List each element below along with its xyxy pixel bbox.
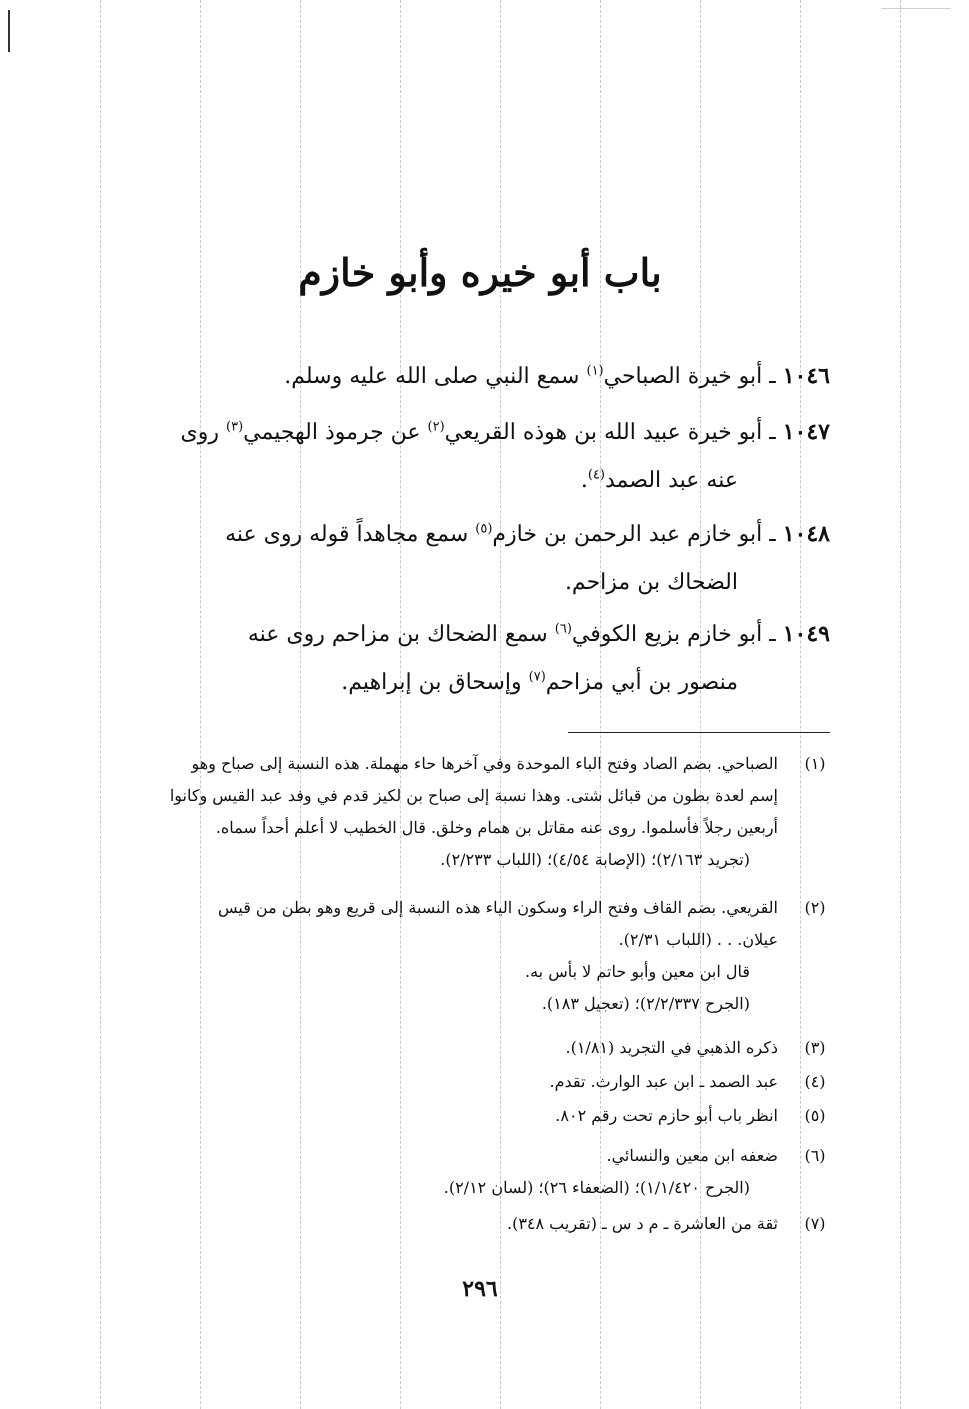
entry-text: . xyxy=(580,468,588,493)
footnote-line: عيلان. . . (اللباب ٢/٣١). xyxy=(618,930,778,949)
entry-line xyxy=(130,457,830,505)
footnote-line: (الجرح ١/١/٤٢٠)؛ (الضعفاء ٢٦)؛ (لسان ٢/١٢). xyxy=(443,1178,750,1197)
entry-text: أبو خيرة عبيد الله بن هوذه القريعي xyxy=(444,420,763,445)
footnote-line: قال ابن معين وأبو حاتم لا بأس به. xyxy=(525,962,750,981)
footnote-marker: (٦) xyxy=(804,1146,826,1165)
footnote-line: إسم لعدة بطون من قبائل شتى. وهذا نسبة إلى صباح بن لكيز قدم في وفد عبد القيس وكانوا xyxy=(169,786,778,805)
entry-text: سمع الضحاك بن مزاحم روى عنه xyxy=(247,622,555,647)
footnote-marker: (٢) xyxy=(804,898,826,917)
footnote-3 xyxy=(130,1032,830,1064)
entry-1046 xyxy=(130,352,830,401)
entry-text: عن جرموذ الهجيمي xyxy=(243,420,428,445)
footnote-reference: (٣) xyxy=(226,419,244,435)
entry-number: ١٠٤٧ xyxy=(782,419,830,445)
entry-1047 xyxy=(130,408,830,505)
entry-line: ١٠٤٧ ـ أبو خيرة عبيد الله بن هوذه القريعي$^{(٢)}$ عن جرموذ الهجيمي$^{(٣)}$ روى xyxy=(180,419,830,445)
entry-number: ١٠٤٨ xyxy=(782,521,830,547)
footnote-line: ثقة من العاشرة ـ م د س ـ (تقريب ٣٤٨). xyxy=(506,1214,778,1233)
entry-line xyxy=(130,559,830,607)
entry-text: روى xyxy=(180,420,226,445)
footnote-marker: (٥) xyxy=(804,1106,826,1125)
footnote-line: ضعفه ابن معين والنسائي. xyxy=(606,1146,778,1165)
footnote-line: انظر باب أبو حازم تحت رقم ٨٠٢. xyxy=(555,1106,778,1125)
footnote-body xyxy=(130,748,778,876)
footnote-2 xyxy=(130,892,830,1020)
footnote-separator xyxy=(568,732,830,733)
footnote-line: أربعين رجلاً فأسلموا. روى عنه مقاتل بن همام وخلق. قال الخطيب لا أعلم أحداً سماه. xyxy=(215,818,778,837)
footnote-reference: (٤) xyxy=(587,467,605,483)
footnote-4 xyxy=(130,1066,830,1098)
scan-edge-mark xyxy=(8,10,10,52)
page-number: ٢٩٦ xyxy=(462,1276,498,1302)
footnote-7 xyxy=(130,1208,830,1240)
entry-text: منصور بن أبي مزاحم xyxy=(545,670,738,695)
footnote-marker: (٧) xyxy=(804,1214,826,1233)
footnote-body xyxy=(130,1140,778,1204)
entry-text: سمع مجاهداً قوله روى عنه xyxy=(225,522,476,547)
footnote-reference: (١) xyxy=(586,363,604,379)
entry-text: الضحاك بن مزاحم. xyxy=(564,570,738,595)
entry-number: ١٠٤٩ xyxy=(782,621,830,647)
entry-number: ١٠٤٦ xyxy=(782,363,830,389)
footnote-body xyxy=(130,1066,778,1098)
entry-text: أبو خازم عبد الرحمن بن خازم xyxy=(492,522,763,547)
footnote-marker: (٣) xyxy=(804,1038,826,1057)
entry-line: ١٠٤٦ ـ أبو خيرة الصباحي$^{(١)}$ سمع النبي صلى الله عليه وسلم. xyxy=(284,363,830,389)
entry-1049 xyxy=(130,610,830,707)
entry-line: ١٠٤٨ ـ أبو خازم عبد الرحمن بن خازم$^{(٥)}$ سمع مجاهداً قوله روى عنه xyxy=(225,521,830,547)
footnote-6 xyxy=(130,1140,830,1204)
footnote-body xyxy=(130,1208,778,1240)
entry-line: ١٠٤٩ ـ أبو خازم بزيع الكوفي$^{(٦)}$ سمع الضحاك بن مزاحم روى عنه xyxy=(247,621,830,647)
footnote-marker: (٤) xyxy=(804,1072,826,1091)
entry-text: عنه عبد الصمد xyxy=(604,468,738,493)
footnote-reference: (٥) xyxy=(475,521,493,537)
footnote-reference: (٢) xyxy=(427,419,445,435)
book-page xyxy=(130,0,830,1409)
footnote-line: (الجرح ٢/٢/٣٣٧)؛ (تعجيل ١٨٣). xyxy=(541,994,750,1013)
footnote-1 xyxy=(130,748,830,876)
entry-text: وإسحاق بن إبراهيم. xyxy=(341,670,529,695)
entry-1048 xyxy=(130,510,830,607)
footnote-reference: (٦) xyxy=(554,621,572,637)
chapter-title: باب أبو خيره وأبو خازم xyxy=(298,250,662,295)
entry-text: أبو خيرة الصباحي xyxy=(603,364,763,389)
footnote-5 xyxy=(130,1100,830,1132)
footnote-line: (تجريد ٢/١٦٣)؛ (الإصابة ٤/٥٤)؛ (اللباب ٢/٢٣٣). xyxy=(440,850,750,869)
footnote-body xyxy=(130,892,778,1020)
footnote-line: ذكره الذهبي في التجريد (١/٨١). xyxy=(565,1038,778,1057)
footnote-line: الصباحي. بضم الصاد وفتح الباء الموحدة وفي آخرها حاء مهملة. هذه النسبة إلى صباح وهو xyxy=(191,754,778,773)
footnote-body xyxy=(130,1032,778,1064)
footnote-line: القريعي. بضم القاف وفتح الراء وسكون الياء هذه النسبة إلى قريع وهو بطن من قيس xyxy=(217,898,778,917)
scan-edge-mark xyxy=(881,8,951,9)
scan-gridline xyxy=(100,0,101,1409)
footnote-body xyxy=(130,1100,778,1132)
footnote-line: عبد الصمد ـ ابن عبد الوارث. تقدم. xyxy=(549,1072,778,1091)
entry-line xyxy=(130,659,830,707)
entry-text: أبو خازم بزيع الكوفي xyxy=(571,622,763,647)
entry-text: سمع النبي صلى الله عليه وسلم. xyxy=(284,364,587,389)
footnote-marker: (١) xyxy=(804,754,826,773)
footnote-reference: (٧) xyxy=(528,669,546,685)
scan-gridline xyxy=(900,0,901,1409)
